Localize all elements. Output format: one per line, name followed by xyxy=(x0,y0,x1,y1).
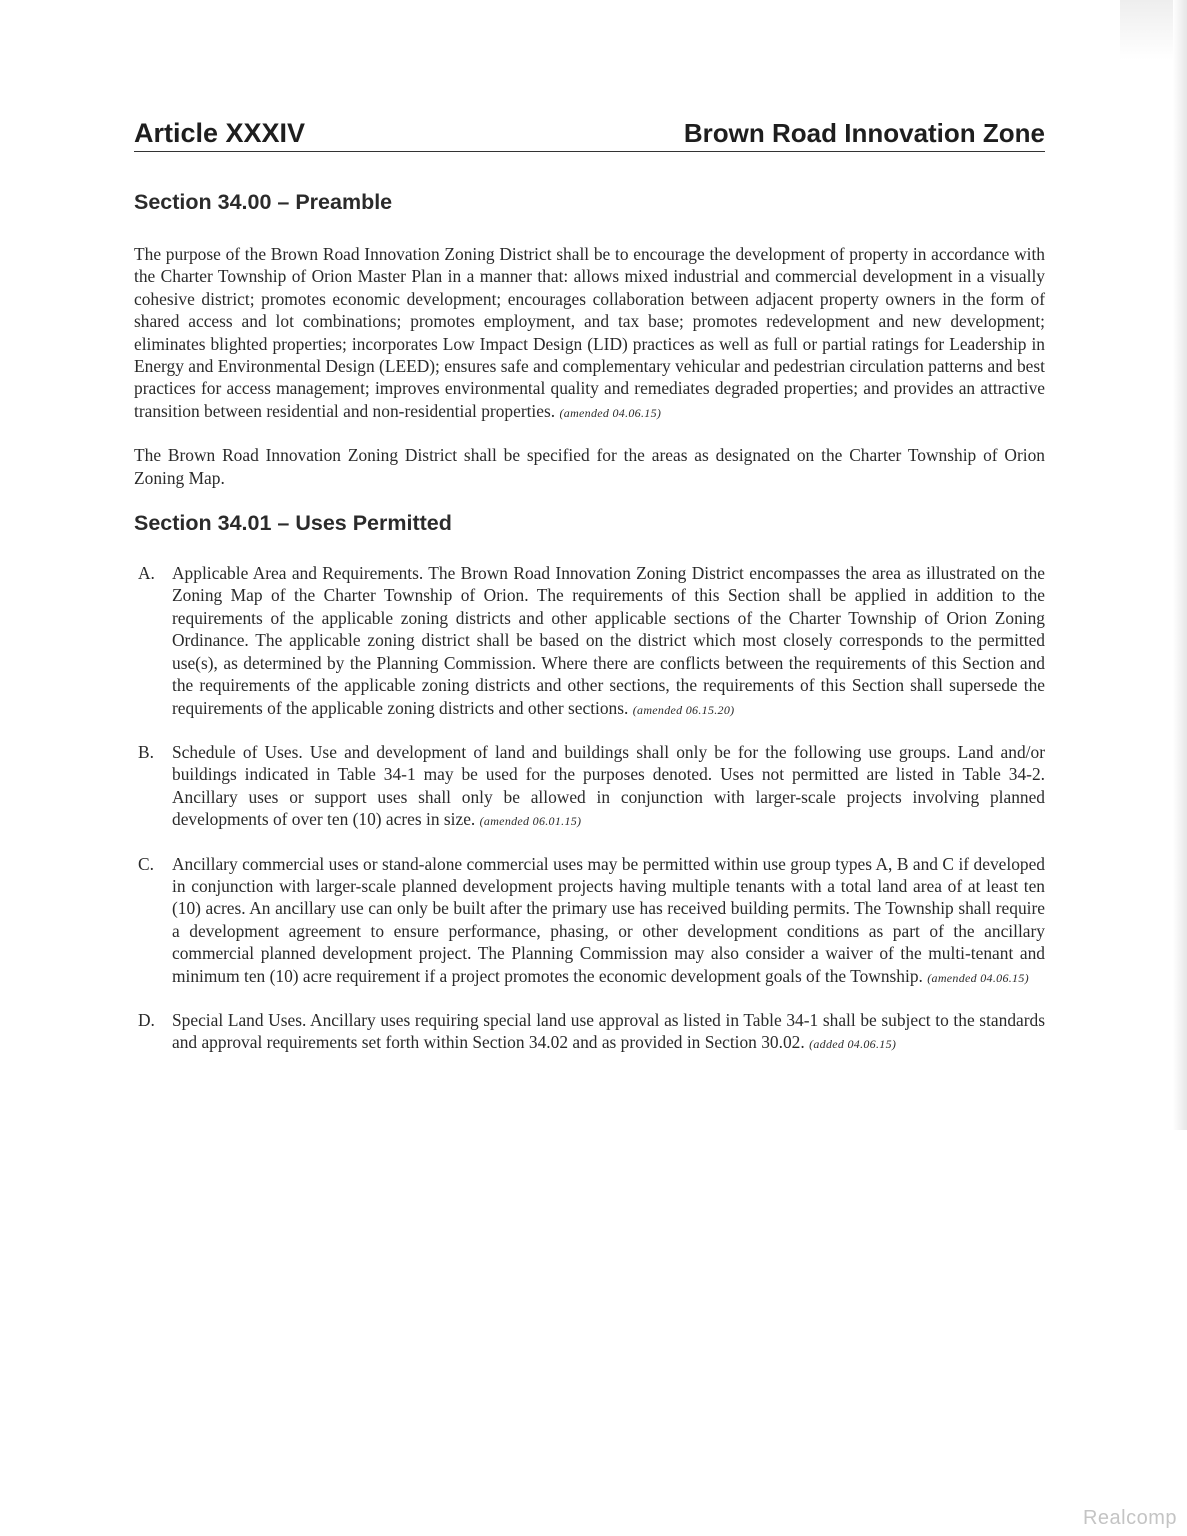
list-item xyxy=(134,562,1045,721)
item-letter: B. xyxy=(138,741,154,762)
amendment-note: (amended 04.06.15) xyxy=(559,405,662,420)
district-text: The Brown Road Innovation Zoning District shall be specified for the areas as designated on the Charter Township of Orion Zoning Map. xyxy=(134,445,1045,488)
preamble-text: The purpose of the Brown Road Innovation Zoning District shall be to encourage the development of property in accordance with the Charter Township of Orion Master Plan in a manner that: allows mixed industrial and commercial development in a visually cohesive district; promotes economic development; encourages collaboration between adjacent property owners in the form of shared access and lot combinations; promotes employment, and tax base; promotes redevelopment and new development; eliminates blighted properties; incorporates Low Impact Design (LID) practices as well as full or partial ratings for Leadership in Energy and Environmental Design (LEED); ensures safe and complementary vehicular and pedestrian circulation patterns and best practices for access management; improves environmental quality and remediates degraded properties; and provides an attractive transition between residential and non-residential properties. xyxy=(134,244,1045,421)
list-item xyxy=(134,741,1045,833)
district-paragraph xyxy=(134,444,1045,489)
item-letter: D. xyxy=(138,1009,155,1030)
amendment-note: (amended 04.06.15) xyxy=(927,970,1029,985)
document-page xyxy=(134,118,1045,1076)
page-header xyxy=(134,118,1045,152)
item-text xyxy=(172,741,1045,833)
section-title-uses-permitted: Section 34.01 – Uses Permitted xyxy=(134,511,452,536)
item-body: Applicable Area and Requirements. The Brown Road Innovation Zoning District encompasses the area as illustrated on the Zoning Map of the Charter Township of Orion. The requirements of this Section shall be applied in addition to the requirements of the applicable zoning districts and other applicable sections of the Charter Township of Orion Zoning Ordinance. The applicable zoning district shall be based on the district which most closely corresponds to the permitted use(s), as determined by the Planning Commission. Where there are conflicts between the requirements of this Section and the requirements of the applicable zoning districts and other sections, the requirements of this Section shall supersede the requirements of the applicable zoning districts and other sections. xyxy=(172,563,1045,718)
item-letter: A. xyxy=(138,563,155,584)
item-text xyxy=(172,562,1045,721)
item-body: Schedule of Uses. Use and development of land and buildings shall only be for the following use groups. Land and/or buildings indicated in Table 34-1 may be used for the purposes denoted. Uses not permitted are listed in Table 34-2. Ancillary uses or support uses shall only be allowed in conjunction with larger-scale projects involving planned developments of over ten (10) acres in size. xyxy=(172,741,1045,830)
item-body: Ancillary commercial uses or stand-alone commercial uses may be permitted within use group types A, B and C if developed in conjunction with larger-scale planned development projects having multiple tenants with a total land area of at least ten (10) acres. An ancillary use can only be built after the primary use has received building permits. The Township shall require a development agreement to ensure performance, phasing, or other development conditions as part of the ancillary commercial planned development project. The Planning Commission may also consider a waiver of the multi-tenant and minimum ten (10) acre requirement if a project promotes the economic development goals of the Township. xyxy=(172,853,1045,986)
amendment-note: (amended 06.01.15) xyxy=(479,814,582,829)
item-text xyxy=(172,853,1045,989)
list-item xyxy=(134,1009,1045,1056)
zone-title: Brown Road Innovation Zone xyxy=(683,118,1045,148)
article-title: Article XXXIV xyxy=(134,118,306,148)
list-item xyxy=(134,853,1045,989)
amendment-note: (added 04.06.15) xyxy=(809,1037,897,1052)
item-letter: C. xyxy=(138,853,154,874)
scan-edge-shadow xyxy=(1173,0,1187,1130)
amendment-note: (amended 06.15.20) xyxy=(632,702,735,717)
section-title-preamble: Section 34.00 – Preamble xyxy=(134,190,393,214)
preamble-paragraph xyxy=(134,243,1045,424)
realcomp-watermark: Realcomp xyxy=(1082,1507,1177,1529)
item-text xyxy=(172,1009,1045,1056)
item-body: Special Land Uses. Ancillary uses requiring special land use approval as listed in Table 34-1 shall be subject to the standards and approval requirements set forth within Section 34.02 and as provided in Section 30.02. xyxy=(172,1009,1045,1053)
